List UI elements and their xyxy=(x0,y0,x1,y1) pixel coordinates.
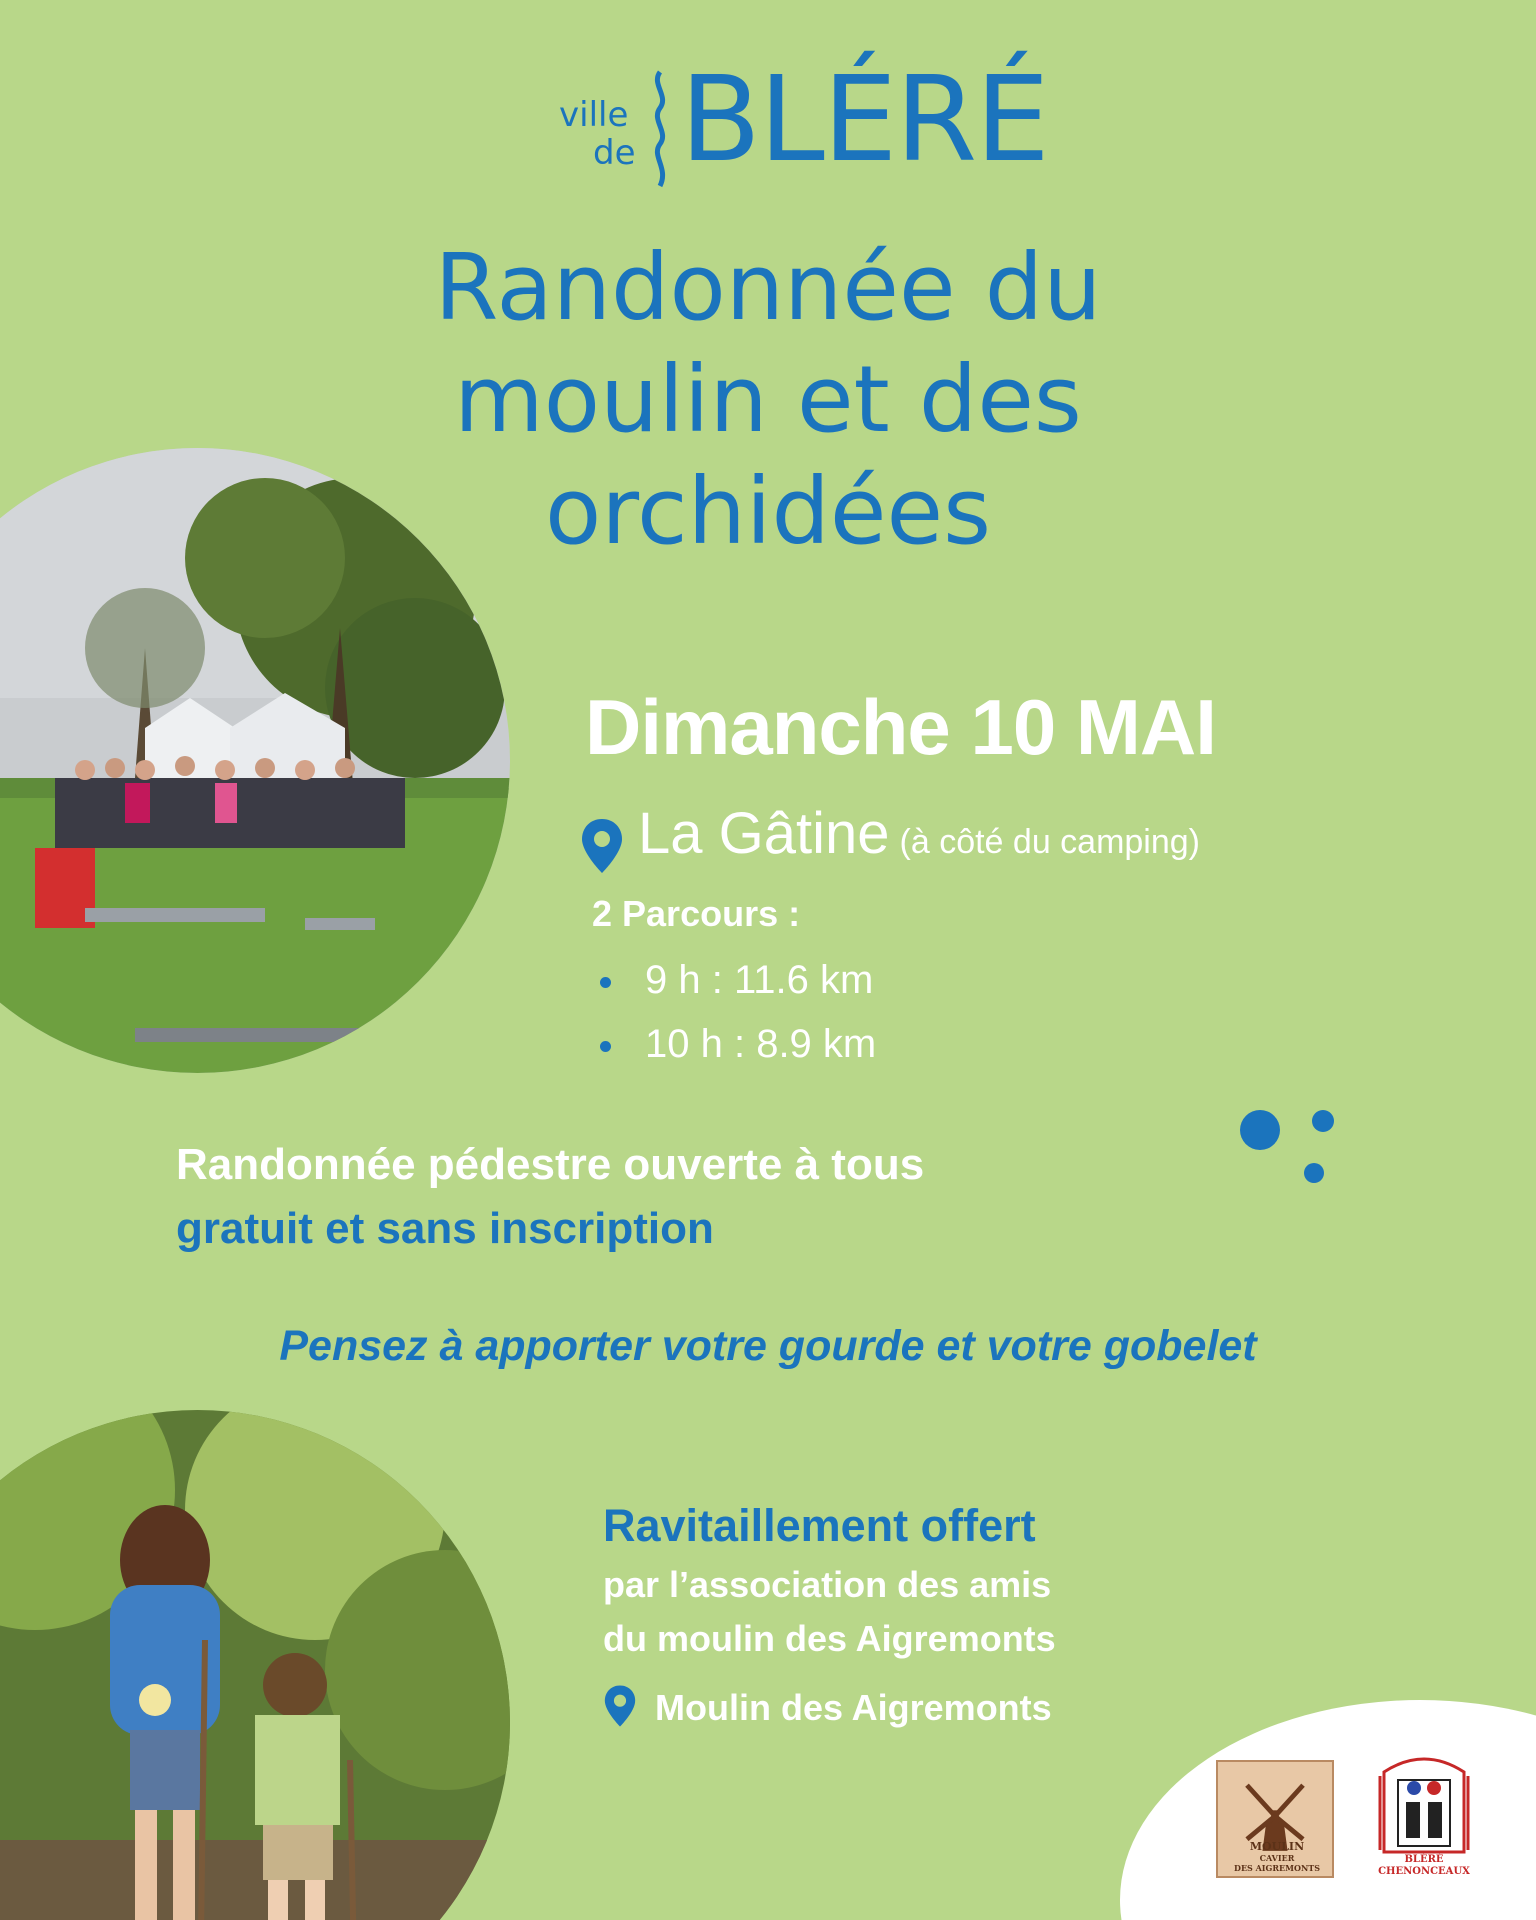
location-pin-icon xyxy=(603,1684,637,1737)
route-item xyxy=(600,1014,876,1078)
refreshment-place: Moulin des Aigremonts xyxy=(655,1687,1052,1729)
ville-de-blere-logo xyxy=(555,50,1048,195)
logo-de-text: de xyxy=(593,133,636,173)
logo-blere-text: BLÉRÉ xyxy=(680,50,1048,188)
vadrouilleurs-logo xyxy=(1372,1752,1476,1882)
location-pin-icon xyxy=(580,817,624,880)
children-hiking-illustration xyxy=(0,1410,510,1920)
cavier-text: CAVIER xyxy=(1259,1853,1295,1863)
refreshment-location xyxy=(603,1684,1056,1737)
free-text: gratuit et sans inscription xyxy=(176,1204,714,1253)
event-location xyxy=(580,800,1200,880)
title-line: Randonnée du xyxy=(434,234,1102,341)
location-name: La Gâtine xyxy=(638,801,890,866)
title-line: moulin et des xyxy=(454,346,1082,453)
route-text: 10 h : 8.9 km xyxy=(645,1022,877,1066)
refreshment-heading: Ravitaillement offert xyxy=(603,1500,1036,1551)
title-line: orchidées xyxy=(544,458,992,565)
routes-title: 2 Parcours : xyxy=(592,893,801,934)
reminder-text: Pensez à apporter votre gourde et votre gobelet xyxy=(279,1322,1257,1370)
open-info xyxy=(176,1140,924,1254)
aigremonts-text: DES AIGREMONTS xyxy=(1234,1863,1320,1873)
logo-ville-text: ville xyxy=(559,95,629,135)
refreshment-info xyxy=(603,1500,1056,1737)
children-hiking-photo xyxy=(0,1410,510,1920)
bullet-icon xyxy=(600,1041,611,1052)
refreshment-line: du moulin des Aigremonts xyxy=(603,1618,1056,1659)
vadrouilleurs-chenonceaux: CHENONCEAUX xyxy=(1378,1866,1470,1877)
moulin-cavier-logo xyxy=(1216,1760,1334,1878)
decorative-dots-icon xyxy=(1240,1105,1340,1185)
refreshment-line: par l’association des amis xyxy=(603,1564,1052,1605)
route-text: 9 h : 11.6 km xyxy=(645,958,874,1002)
vadrouilleurs-blere: BLÉRÉ xyxy=(1404,1854,1444,1865)
event-date: Dimanche 10 MAI xyxy=(585,683,1216,771)
location-note: (à côté du camping) xyxy=(899,823,1201,861)
bullet-icon xyxy=(600,977,611,988)
logo-wave-icon xyxy=(649,70,671,188)
open-to-all-text: Randonnée pédestre ouverte à tous xyxy=(176,1140,925,1189)
routes-list xyxy=(600,950,876,1078)
moulin-text: MOULIN xyxy=(1249,1840,1305,1853)
route-item xyxy=(600,950,876,1014)
